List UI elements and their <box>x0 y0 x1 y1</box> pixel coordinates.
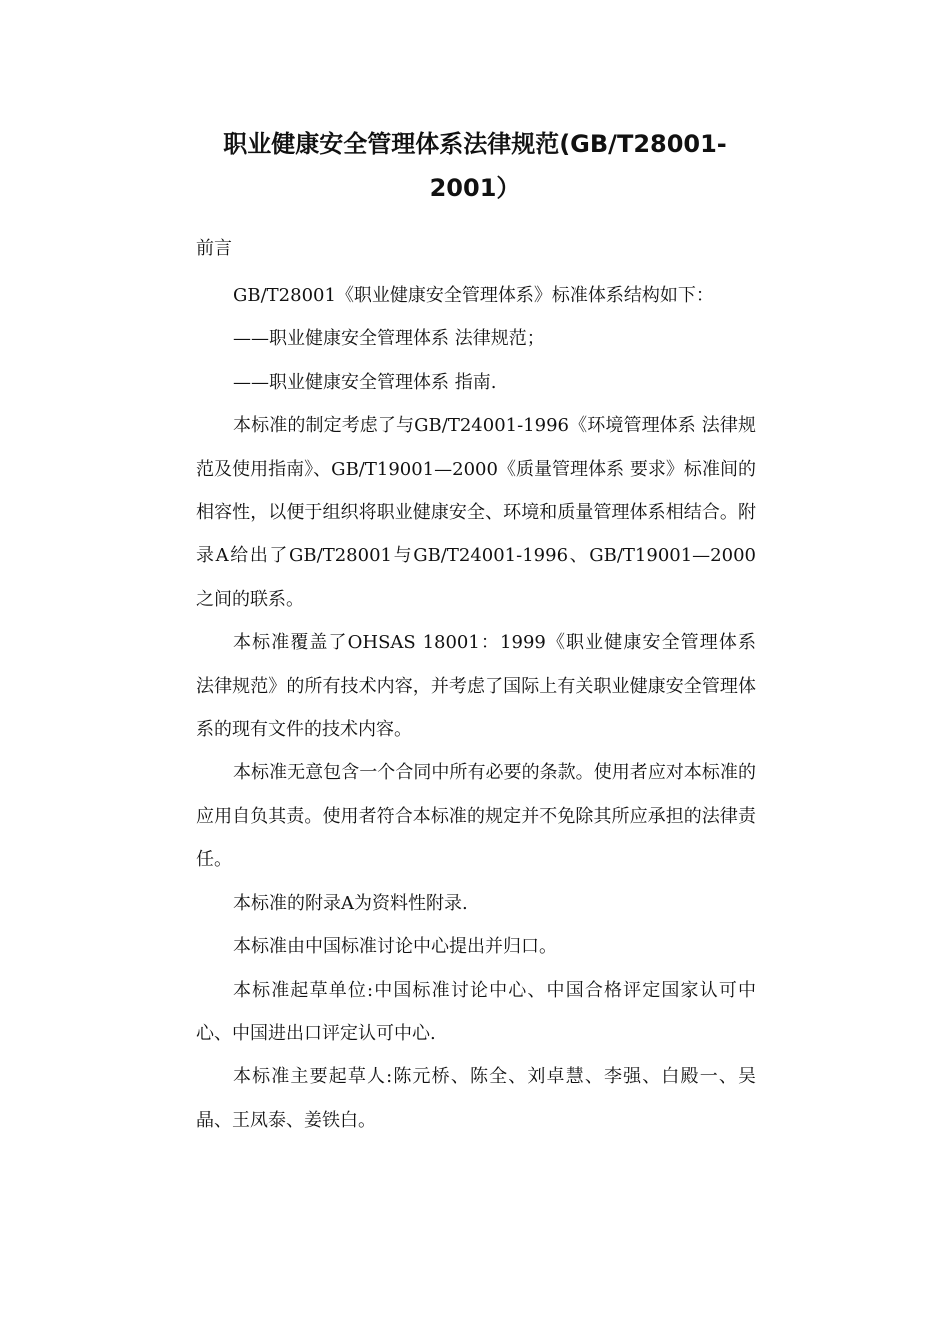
paragraph-appendix: 本标准的附录A为资料性附录. <box>233 892 468 914</box>
paragraph-structure-item-2: ——职业健康安全管理体系 指南. <box>233 371 497 393</box>
paragraph-drafters: 本标准主要起草人:陈元桥、陈全、刘卓慧、李强、白殿一、吴晶、王凤泰、姜铁白。 <box>196 1066 756 1131</box>
document-title <box>160 122 790 210</box>
title-line-2: 2001） <box>429 174 521 202</box>
preface-heading: 前言 <box>196 238 232 259</box>
title-line-1: 职业健康安全管理体系法律规范(GB/T28001- <box>223 130 727 158</box>
paragraph-coverage: 本标准覆盖了OHSAS 18001：1999《职业健康安全管理体系 法律规范》的所有技术内容，并考虑了国际上有关职业健康安全管理体系的现有文件的技术内容。 <box>196 632 756 741</box>
paragraph-drafting-units: 本标准起草单位:中国标准讨论中心、中国合格评定国家认可中心、中国进出口评定认可中心. <box>196 979 756 1044</box>
paragraph-structure-item-1: ——职业健康安全管理体系 法律规范； <box>233 328 545 350</box>
document-body <box>196 229 756 1142</box>
paragraph-responsibility: 本标准无意包含一个合同中所有必要的条款。使用者应对本标准的应用自负其责。使用者符合本标准的规定并不免除其所应承担的法律责任。 <box>196 762 756 871</box>
paragraph-proposer: 本标准由中国标准讨论中心提出并归口。 <box>233 936 557 958</box>
paragraph-structure-intro: GB/T28001《职业健康安全管理体系》标准体系结构如下： <box>233 285 714 306</box>
paragraph-compatibility: 本标准的制定考虑了与GB/T24001-1996《环境管理体系 法律规范及使用指南》、GB/T19001—2000《质量管理体系 要求》标准间的相容性，以便于组织将职业健康安全、环境和质量管理体系相结合。附录A给出了GB/T28001与GB/T24001-1996、GB/T19001—2000之间的联系。 <box>196 415 756 610</box>
